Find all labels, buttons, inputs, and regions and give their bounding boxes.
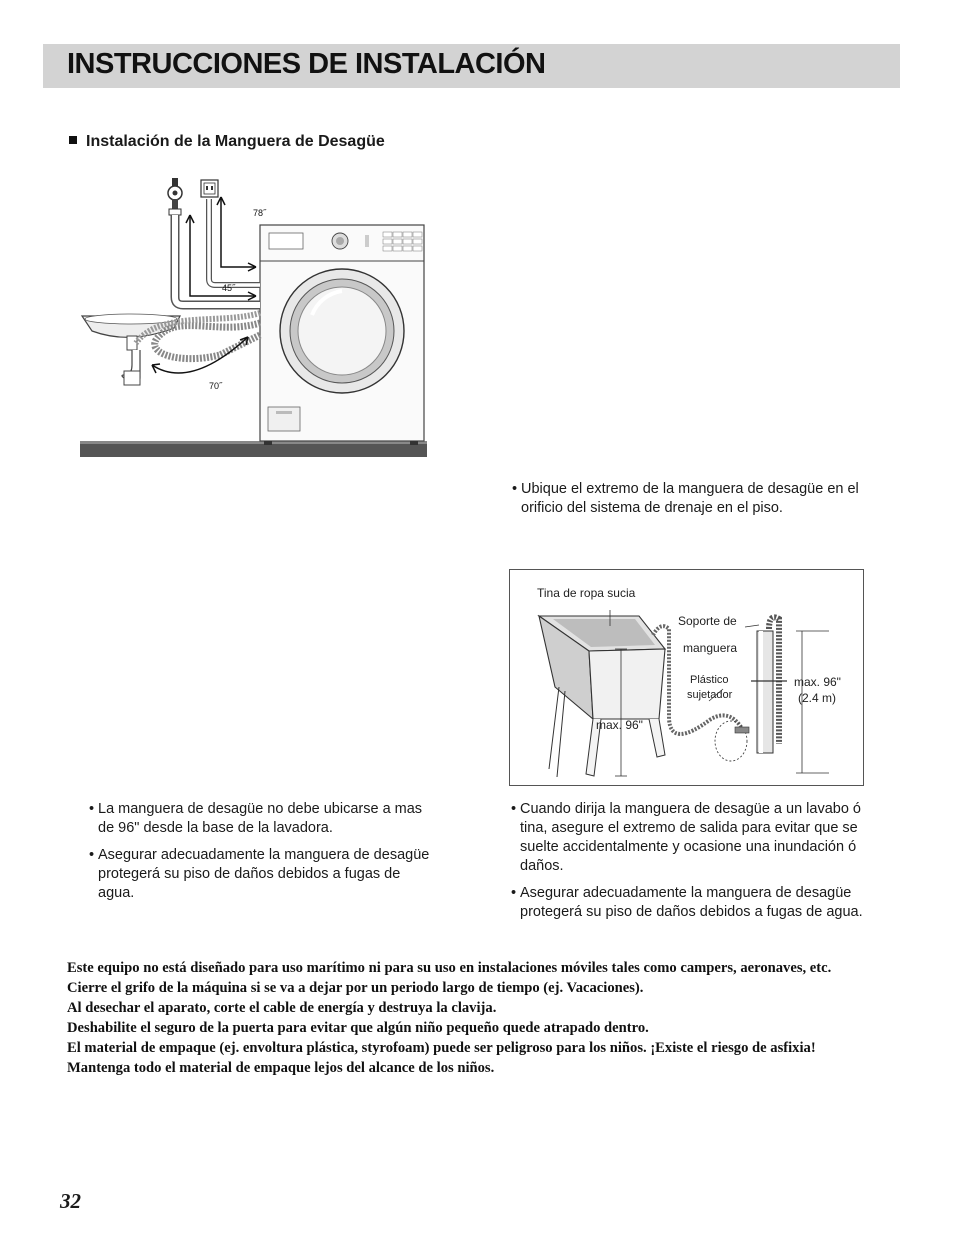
plastic-clamp-label-line1: Plástico bbox=[690, 674, 729, 686]
bullet-left-1: • La manguera de desagüe no debe ubicarse a mas de 96" desde la base de la lavadora. bbox=[89, 801, 423, 836]
notice-line-2: Cierre el grifo de la máquina si se va a dejar por un periodo largo de tiempo (ej. Vacaciones). bbox=[67, 980, 644, 996]
hose-support-label-line2: manguera bbox=[683, 641, 738, 655]
max-height-left-label: max. 96" bbox=[596, 718, 643, 732]
page-title: INSTRUCCIONES DE INSTALACIÓN bbox=[67, 48, 546, 80]
bullet-drain-floor: • Ubique el extremo de la manguera de desagüe en el orificio del sistema de drenaje en el piso. bbox=[512, 481, 859, 516]
max-height-right-line1: max. 96" bbox=[794, 675, 841, 689]
distance-78-label: 78˝ bbox=[253, 208, 267, 218]
max-height-right-line2: (2.4 m) bbox=[798, 691, 837, 705]
tub-label: Tina de ropa sucia bbox=[537, 586, 636, 600]
plastic-clamp-label-line2: sujetador bbox=[687, 689, 733, 701]
power-outlet-icon bbox=[201, 180, 218, 197]
page-number: 32 bbox=[60, 1189, 81, 1213]
notice-line-4: Deshabilite el seguro de la puerta para evitar que algún niño pequeño quede atrapado dentro. bbox=[67, 1020, 649, 1036]
safety-notice bbox=[67, 958, 867, 1078]
distance-70-label: 70˝ bbox=[209, 381, 223, 391]
bullet-right-2: • Asegurar adecuadamente la manguera de desagüe protegerá su piso de daños debidos a fugas de agua. bbox=[511, 885, 863, 920]
title-banner bbox=[43, 44, 900, 88]
section-heading-text: Instalación de la Manguera de Desagüe bbox=[86, 133, 385, 150]
laundry-tub-illustration bbox=[509, 569, 864, 786]
hose-support-label-line1: Soporte de bbox=[678, 614, 737, 628]
bullet-right-1: • Cuando dirija la manguera de desagüe a un lavabo ó tina, asegure el extremo de salida para evitar que se suelte accidentalmente y ocasione una inundación ó daños. bbox=[511, 801, 861, 874]
washer-icon bbox=[260, 225, 424, 445]
notice-line-1: Este equipo no está diseñado para uso marítimo ni para su uso en instalaciones móviles tales como campers, aeronaves, etc. bbox=[67, 960, 832, 976]
section-heading bbox=[69, 133, 385, 151]
floor bbox=[80, 443, 427, 457]
square-bullet-icon bbox=[69, 136, 77, 144]
notice-line-5: El material de empaque (ej. envoltura plástica, styrofoam) puede ser peligroso para los niños. ¡Existe el riesgo de asfixia! Mantenga todo el material de empaque lejos del alcance de los niños. bbox=[67, 1040, 816, 1076]
bullet-left-2: • Asegurar adecuadamente la manguera de desagüe protegerá su piso de daños debidos a fugas de agua. bbox=[89, 847, 430, 901]
notice-line-3: Al desechar el aparato, corte el cable de energía y destruya la clavija. bbox=[67, 1000, 497, 1016]
distance-45-label: 45˝ bbox=[222, 283, 236, 293]
washer-installation-illustration bbox=[80, 175, 430, 460]
faucet-icon bbox=[168, 178, 182, 215]
